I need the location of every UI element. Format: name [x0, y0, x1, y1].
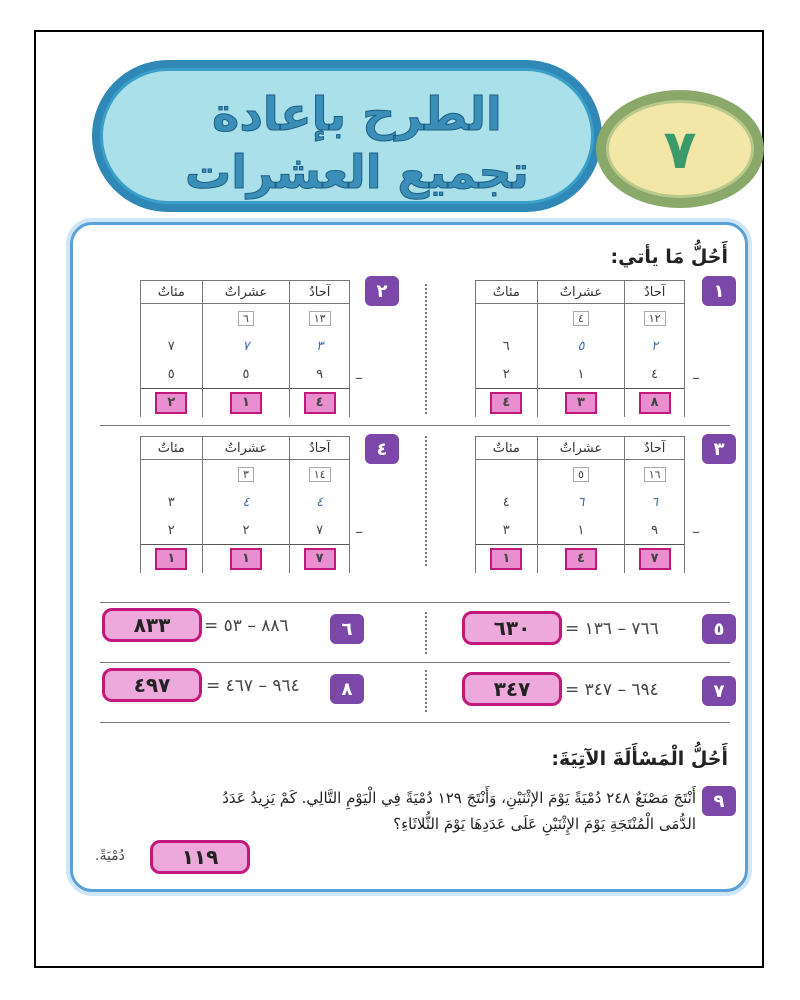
column-separator	[425, 436, 427, 566]
minus-sign: –	[355, 522, 363, 541]
word-problem-line-2: الدُّمَى الْمُنْتَجَةِ يَوْمَ الإِثْنَيْنِ عَلَى عَدَدِهَا يَوْمَ الثُّلاثَاءِ؟	[393, 815, 696, 833]
top-digit: ٢	[625, 332, 685, 360]
answer-digit[interactable]: ١	[230, 548, 262, 570]
equation-6: ٨٨٦ – ٥٣ =	[204, 616, 289, 636]
header-hundreds: مئاتٌ	[476, 437, 538, 460]
carry-ones: ١٣	[309, 311, 331, 326]
header-ones: آحادٌ	[290, 437, 350, 460]
top-digit: ٦	[625, 488, 685, 516]
column-separator	[425, 284, 427, 414]
top-digit: ٧	[141, 332, 203, 360]
top-digit: ٤	[476, 488, 538, 516]
word-problem-line-1: أَنْتَجَ مَصْنَعٌ ٢٤٨ دُمْيَةً يَوْمَ الإثْنَيْنِ، وَأَنْتَجَ ١٢٩ دُمْيَةً فِي الْيَوْمِ التَّالِي. كَمْ يَزِيدُ عَدَدُ	[222, 789, 696, 807]
answer-digit[interactable]: ٤	[304, 392, 336, 414]
answer-digit[interactable]: ١	[155, 548, 187, 570]
top-digit: ٦	[476, 332, 538, 360]
bottom-digit: ٢	[141, 516, 203, 545]
bottom-digit: ٤	[625, 360, 685, 389]
header-tens: عشراتٌ	[537, 437, 625, 460]
row-separator	[100, 602, 730, 603]
answer-digit[interactable]: ١	[230, 392, 262, 414]
header-ones: آحادٌ	[290, 281, 350, 304]
answer-digit[interactable]: ٧	[639, 548, 671, 570]
minus-sign: –	[692, 368, 700, 387]
top-digit: ٥	[537, 332, 625, 360]
answer-unit: دُمْيَةً.	[95, 848, 125, 864]
top-digit: ٤	[290, 488, 350, 516]
bottom-digit: ٥	[202, 360, 290, 389]
equation-5: ٧٦٦ – ١٣٦ =	[565, 619, 659, 639]
top-digit: ٦	[537, 488, 625, 516]
exercise-number-5: ٥	[702, 614, 736, 644]
header-hundreds: مئاتٌ	[141, 437, 203, 460]
exercise-number-2: ٢	[365, 276, 399, 306]
carry-tens: ٣	[238, 467, 254, 482]
header-ones: آحادٌ	[625, 281, 685, 304]
place-value-table-3	[475, 436, 685, 573]
lesson-number-badge	[596, 90, 764, 208]
title-line-2: تجميع العشرات	[185, 145, 529, 199]
header-tens: عشراتٌ	[537, 281, 625, 304]
bottom-digit: ١	[537, 516, 625, 545]
carry-ones: ١٦	[644, 467, 666, 482]
answer-box-5[interactable]: ٦٣٠	[462, 611, 562, 645]
place-value-table-1	[475, 280, 685, 417]
bottom-digit: ٩	[290, 360, 350, 389]
header-hundreds: مئاتٌ	[141, 281, 203, 304]
equation-7: ٦٩٤ – ٣٤٧ =	[565, 680, 659, 700]
bottom-digit: ٧	[290, 516, 350, 545]
carry-ones: ١٢	[644, 311, 666, 326]
bottom-digit: ١	[537, 360, 625, 389]
header-tens: عشراتٌ	[202, 437, 290, 460]
row-separator	[100, 425, 730, 426]
bottom-digit: ٢	[202, 516, 290, 545]
answer-box-6[interactable]: ٨٣٣	[102, 608, 202, 642]
carry-tens: ٥	[573, 467, 589, 482]
word-problem-answer[interactable]: ١١٩	[150, 840, 250, 874]
minus-sign: –	[692, 522, 700, 541]
header-hundreds: مئاتٌ	[476, 281, 538, 304]
place-value-table-4	[140, 436, 350, 573]
title-banner	[92, 60, 602, 212]
carry-ones: ١٤	[309, 467, 331, 482]
top-digit: ٤	[202, 488, 290, 516]
answer-digit[interactable]: ٢	[155, 392, 187, 414]
answer-digit[interactable]: ٤	[490, 392, 522, 414]
bottom-digit: ٣	[476, 516, 538, 545]
exercise-number-8: ٨	[330, 674, 364, 704]
answer-digit[interactable]: ٣	[565, 392, 597, 414]
exercise-number-9: ٩	[702, 786, 736, 816]
answer-box-7[interactable]: ٣٤٧	[462, 672, 562, 706]
exercise-number-1: ١	[702, 276, 736, 306]
answer-digit[interactable]: ٤	[565, 548, 597, 570]
section-heading-1: أَحُلُّ مَا يأتي:	[610, 246, 728, 268]
place-value-table-2	[140, 280, 350, 417]
row-separator	[100, 662, 730, 663]
answer-digit[interactable]: ٨	[639, 392, 671, 414]
lesson-number: ٧	[606, 100, 754, 198]
carry-tens: ٤	[573, 311, 589, 326]
exercise-number-3: ٣	[702, 434, 736, 464]
section-heading-2: أَحُلُّ الْمَسْأَلَةَ الآتِيَةَ:	[551, 748, 728, 770]
header-tens: عشراتٌ	[202, 281, 290, 304]
carry-tens: ٦	[238, 311, 254, 326]
answer-box-8[interactable]: ٤٩٧	[102, 668, 202, 702]
row-separator	[100, 722, 730, 723]
exercise-number-7: ٧	[702, 676, 736, 706]
top-digit: ٣	[141, 488, 203, 516]
column-separator	[425, 670, 427, 712]
top-digit: ٣	[290, 332, 350, 360]
bottom-digit: ٥	[141, 360, 203, 389]
top-digit: ٧	[202, 332, 290, 360]
title-line-1: الطرح بإعادة	[212, 87, 502, 141]
equation-8: ٩٦٤ – ٤٦٧ =	[206, 676, 300, 696]
column-separator	[425, 612, 427, 654]
answer-digit[interactable]: ٧	[304, 548, 336, 570]
header-ones: آحادٌ	[625, 437, 685, 460]
bottom-digit: ٢	[476, 360, 538, 389]
bottom-digit: ٩	[625, 516, 685, 545]
exercise-number-4: ٤	[365, 434, 399, 464]
exercise-number-6: ٦	[330, 614, 364, 644]
answer-digit[interactable]: ١	[490, 548, 522, 570]
minus-sign: –	[355, 368, 363, 387]
